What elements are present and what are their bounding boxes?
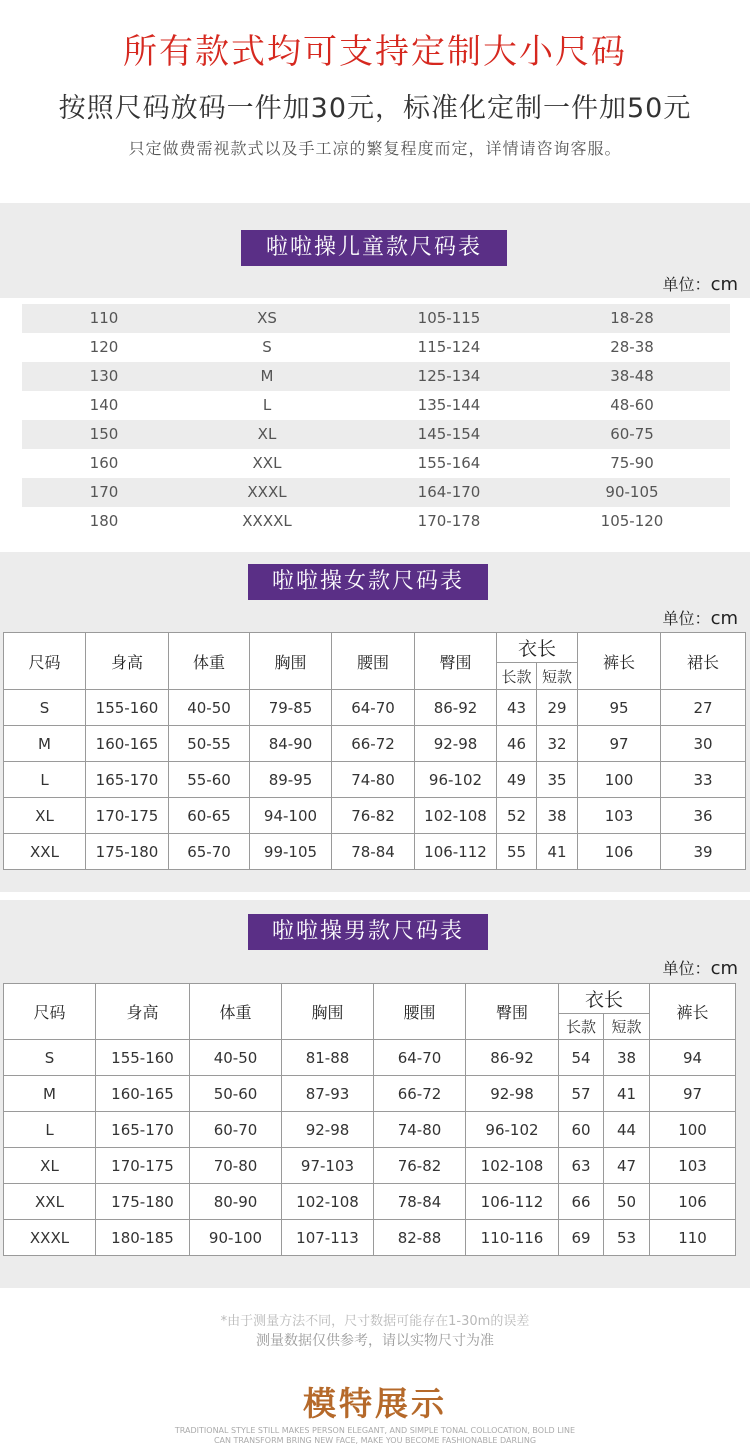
- unit-label: 单位：: [662, 275, 711, 294]
- table-cell: 74-80: [374, 1112, 466, 1148]
- table-cell: 43: [497, 690, 537, 726]
- model-showcase-title: 模特展示: [303, 1384, 447, 1423]
- table-cell: S: [4, 1040, 96, 1076]
- table-row: [4, 798, 746, 834]
- kids-table-cell: 60-75: [610, 425, 654, 443]
- table-cell: 79-85: [250, 690, 332, 726]
- header-long: 长款: [497, 663, 537, 690]
- kids-table-cell: 170: [89, 483, 119, 501]
- table-cell: 76-82: [332, 798, 415, 834]
- table-cell: 160-165: [86, 726, 169, 762]
- header-height: 身高: [86, 633, 169, 690]
- kids-table-row: [22, 449, 730, 478]
- women-unit: [663, 606, 738, 629]
- table-cell: 50-55: [169, 726, 250, 762]
- table-cell: 65-70: [169, 834, 250, 870]
- measurement-disclaimer: *由于测量方法不同，尺寸数据可能存在1-30m的误差: [220, 1314, 530, 1329]
- kids-table-cell: 105-115: [417, 309, 481, 327]
- table-cell: 97: [650, 1076, 736, 1112]
- header-waist: 腰围: [332, 633, 415, 690]
- kids-table-row: [22, 333, 730, 362]
- kids-table-cell: 150: [89, 425, 119, 443]
- table-cell: 57: [559, 1076, 604, 1112]
- table-cell: 76-82: [374, 1148, 466, 1184]
- table-cell: 40-50: [190, 1040, 282, 1076]
- table-row: [4, 1040, 736, 1076]
- kids-table-row: [22, 478, 730, 507]
- table-cell: 54: [559, 1040, 604, 1076]
- table-cell: 80-90: [190, 1184, 282, 1220]
- table-cell: 175-180: [96, 1184, 190, 1220]
- kids-table-cell: XS: [257, 309, 277, 327]
- kids-table-cell: 105-120: [600, 512, 664, 530]
- kids-table-cell: XXL: [252, 454, 282, 472]
- table-cell: 170-175: [86, 798, 169, 834]
- table-cell: 44: [604, 1112, 650, 1148]
- table-cell: 165-170: [96, 1112, 190, 1148]
- kids-table-cell: 38-48: [610, 367, 654, 385]
- header-size: 尺码: [4, 633, 86, 690]
- promo-header: [0, 0, 750, 200]
- table-cell: 89-95: [250, 762, 332, 798]
- footer: [0, 1290, 750, 1456]
- table-cell: 50-60: [190, 1076, 282, 1112]
- table-cell: 29: [537, 690, 578, 726]
- header-height: 身高: [96, 984, 190, 1040]
- table-cell: 38: [604, 1040, 650, 1076]
- table-cell: 63: [559, 1148, 604, 1184]
- table-cell: 92-98: [466, 1076, 559, 1112]
- table-cell: 94: [650, 1040, 736, 1076]
- table-cell: 60: [559, 1112, 604, 1148]
- table-cell: 60-65: [169, 798, 250, 834]
- table-cell: 102-108: [466, 1148, 559, 1184]
- table-cell: 87-93: [282, 1076, 374, 1112]
- header-top-length: 衣长: [497, 633, 578, 663]
- table-row: [4, 1184, 736, 1220]
- table-cell: XXL: [4, 834, 86, 870]
- table-cell: 40-50: [169, 690, 250, 726]
- kids-table-cell: 140: [89, 396, 119, 414]
- table-cell: XXXL: [4, 1220, 96, 1256]
- kids-table-cell: M: [260, 367, 274, 385]
- kids-table-cell: L: [262, 396, 272, 414]
- kids-table-row: [22, 391, 730, 420]
- table-cell: 64-70: [374, 1040, 466, 1076]
- kids-table-cell: XXXL: [247, 483, 287, 501]
- table-cell: 95: [578, 690, 661, 726]
- kids-table-row: [22, 304, 730, 333]
- kids-size-table: [0, 298, 750, 540]
- header-weight: 体重: [190, 984, 282, 1040]
- table-cell: 66: [559, 1184, 604, 1220]
- men-table-title: 啦啦操男款尺码表: [248, 914, 488, 950]
- kids-table-cell: 28-38: [610, 338, 654, 356]
- table-cell: 97-103: [282, 1148, 374, 1184]
- kids-table-cell: 130: [89, 367, 119, 385]
- table-cell: 165-170: [86, 762, 169, 798]
- kids-size-section: [0, 203, 750, 540]
- table-cell: 66-72: [332, 726, 415, 762]
- header-short: 短款: [604, 1014, 650, 1040]
- table-cell: 33: [661, 762, 746, 798]
- table-cell: 69: [559, 1220, 604, 1256]
- kids-table-cell: 75-90: [610, 454, 654, 472]
- header-size: 尺码: [4, 984, 96, 1040]
- kids-table-row: [22, 362, 730, 391]
- header-top-length: 衣长: [559, 984, 650, 1014]
- table-cell: 110: [650, 1220, 736, 1256]
- kids-table-cell: 18-28: [610, 309, 654, 327]
- table-cell: 103: [650, 1148, 736, 1184]
- header-hip: 臀围: [415, 633, 497, 690]
- kids-unit: [663, 272, 738, 295]
- table-row: [4, 1112, 736, 1148]
- women-size-section: [0, 552, 750, 892]
- table-cell: 86-92: [415, 690, 497, 726]
- table-cell: 84-90: [250, 726, 332, 762]
- table-cell: 100: [578, 762, 661, 798]
- table-cell: 55-60: [169, 762, 250, 798]
- table-cell: 102-108: [415, 798, 497, 834]
- table-cell: 155-160: [96, 1040, 190, 1076]
- kids-table-cell: 170-178: [417, 512, 481, 530]
- kids-table-cell: XL: [257, 425, 277, 443]
- table-cell: 175-180: [86, 834, 169, 870]
- table-row: [4, 1076, 736, 1112]
- custom-fee-note: 只定做费需视款式以及手工凉的繁复程度而定，详情请咨询客服。: [128, 139, 622, 158]
- table-cell: 92-98: [282, 1112, 374, 1148]
- table-cell: 103: [578, 798, 661, 834]
- header-chest: 胸围: [282, 984, 374, 1040]
- table-cell: 74-80: [332, 762, 415, 798]
- kids-table-cell: 180: [89, 512, 119, 530]
- kids-table-cell: 48-60: [610, 396, 654, 414]
- unit-value: cm: [710, 274, 738, 295]
- table-cell: 106-112: [466, 1184, 559, 1220]
- kids-table-cell: XXXXL: [242, 512, 292, 530]
- kids-table-cell: 155-164: [417, 454, 481, 472]
- table-cell: 100: [650, 1112, 736, 1148]
- header-chest: 胸围: [250, 633, 332, 690]
- table-cell: 86-92: [466, 1040, 559, 1076]
- table-row: [4, 1220, 736, 1256]
- table-cell: 36: [661, 798, 746, 834]
- table-cell: 70-80: [190, 1148, 282, 1184]
- unit-label: 单位：: [662, 609, 711, 628]
- table-cell: 82-88: [374, 1220, 466, 1256]
- table-row: [4, 726, 746, 762]
- table-cell: 96-102: [415, 762, 497, 798]
- table-cell: 107-113: [282, 1220, 374, 1256]
- header-pants-length: 裤长: [578, 633, 661, 690]
- english-tagline-line2: CAN TRANSFORM BRING NEW FACE, MAKE YOU BECOME FASHIONABLE DARLING: [213, 1436, 537, 1445]
- header-skirt-length: 裙长: [661, 633, 746, 690]
- table-cell: 46: [497, 726, 537, 762]
- men-size-table: [3, 983, 736, 1256]
- table-cell: 102-108: [282, 1184, 374, 1220]
- kids-table-cell: 164-170: [417, 483, 481, 501]
- table-cell: 106-112: [415, 834, 497, 870]
- table-cell: 94-100: [250, 798, 332, 834]
- table-cell: 106: [578, 834, 661, 870]
- table-cell: M: [4, 726, 86, 762]
- kids-table-row: [22, 507, 730, 536]
- kids-table-cell: 110: [89, 309, 119, 327]
- table-cell: 64-70: [332, 690, 415, 726]
- kids-table-cell: 125-134: [417, 367, 481, 385]
- table-cell: XL: [4, 798, 86, 834]
- reference-disclaimer: 测量数据仅供参考，请以实物尺寸为准: [256, 1333, 494, 1349]
- table-row: [4, 1148, 736, 1184]
- kids-table-cell: 115-124: [417, 338, 481, 356]
- table-cell: 39: [661, 834, 746, 870]
- kids-table-cell: 120: [89, 338, 119, 356]
- women-table-title: 啦啦操女款尺码表: [248, 564, 488, 600]
- unit-value: cm: [710, 608, 738, 629]
- table-cell: 81-88: [282, 1040, 374, 1076]
- table-cell: 92-98: [415, 726, 497, 762]
- men-size-section: [0, 900, 750, 1288]
- table-cell: 41: [537, 834, 578, 870]
- table-row: [4, 762, 746, 798]
- women-size-table: [3, 632, 746, 870]
- headline: 所有款式均可支持定制大小尺码: [123, 32, 627, 72]
- header-waist: 腰围: [374, 984, 466, 1040]
- table-cell: 27: [661, 690, 746, 726]
- table-cell: 99-105: [250, 834, 332, 870]
- table-cell: M: [4, 1076, 96, 1112]
- pricing-note: 按照尺码放码一件加30元，标准化定制一件加50元: [58, 93, 692, 124]
- header-long: 长款: [559, 1014, 604, 1040]
- table-cell: 60-70: [190, 1112, 282, 1148]
- table-cell: 38: [537, 798, 578, 834]
- table-row: [4, 834, 746, 870]
- table-cell: 110-116: [466, 1220, 559, 1256]
- table-cell: 50: [604, 1184, 650, 1220]
- table-cell: 106: [650, 1184, 736, 1220]
- kids-table-cell: 160: [89, 454, 119, 472]
- table-row: [4, 690, 746, 726]
- men-unit: [663, 956, 738, 979]
- unit-value: cm: [710, 958, 738, 979]
- table-cell: 97: [578, 726, 661, 762]
- header-pants-length: 裤长: [650, 984, 736, 1040]
- table-cell: 78-84: [374, 1184, 466, 1220]
- kids-table-title: 啦啦操儿童款尺码表: [241, 230, 507, 266]
- table-cell: 32: [537, 726, 578, 762]
- table-cell: 96-102: [466, 1112, 559, 1148]
- kids-table-cell: 145-154: [417, 425, 481, 443]
- kids-table-cell: 90-105: [605, 483, 659, 501]
- table-cell: 35: [537, 762, 578, 798]
- kids-table-row: [22, 420, 730, 449]
- table-cell: 47: [604, 1148, 650, 1184]
- table-cell: L: [4, 762, 86, 798]
- english-tagline-line1: TRADITIONAL STYLE STILL MAKES PERSON ELEGANT, AND SIMPLE TONAL COLLOCATION, BOLD LINE: [174, 1426, 576, 1435]
- header-hip: 臀围: [466, 984, 559, 1040]
- table-cell: XL: [4, 1148, 96, 1184]
- table-cell: 53: [604, 1220, 650, 1256]
- table-cell: 41: [604, 1076, 650, 1112]
- kids-table-cell: S: [262, 338, 272, 356]
- table-cell: 78-84: [332, 834, 415, 870]
- table-cell: L: [4, 1112, 96, 1148]
- table-cell: 155-160: [86, 690, 169, 726]
- table-cell: 30: [661, 726, 746, 762]
- unit-label: 单位：: [662, 959, 711, 978]
- kids-table-cell: 135-144: [417, 396, 481, 414]
- table-cell: 52: [497, 798, 537, 834]
- table-cell: 49: [497, 762, 537, 798]
- table-cell: XXL: [4, 1184, 96, 1220]
- table-cell: 90-100: [190, 1220, 282, 1256]
- table-cell: 160-165: [96, 1076, 190, 1112]
- table-cell: 66-72: [374, 1076, 466, 1112]
- header-short: 短款: [537, 663, 578, 690]
- table-cell: S: [4, 690, 86, 726]
- table-cell: 55: [497, 834, 537, 870]
- header-weight: 体重: [169, 633, 250, 690]
- table-cell: 170-175: [96, 1148, 190, 1184]
- table-cell: 180-185: [96, 1220, 190, 1256]
